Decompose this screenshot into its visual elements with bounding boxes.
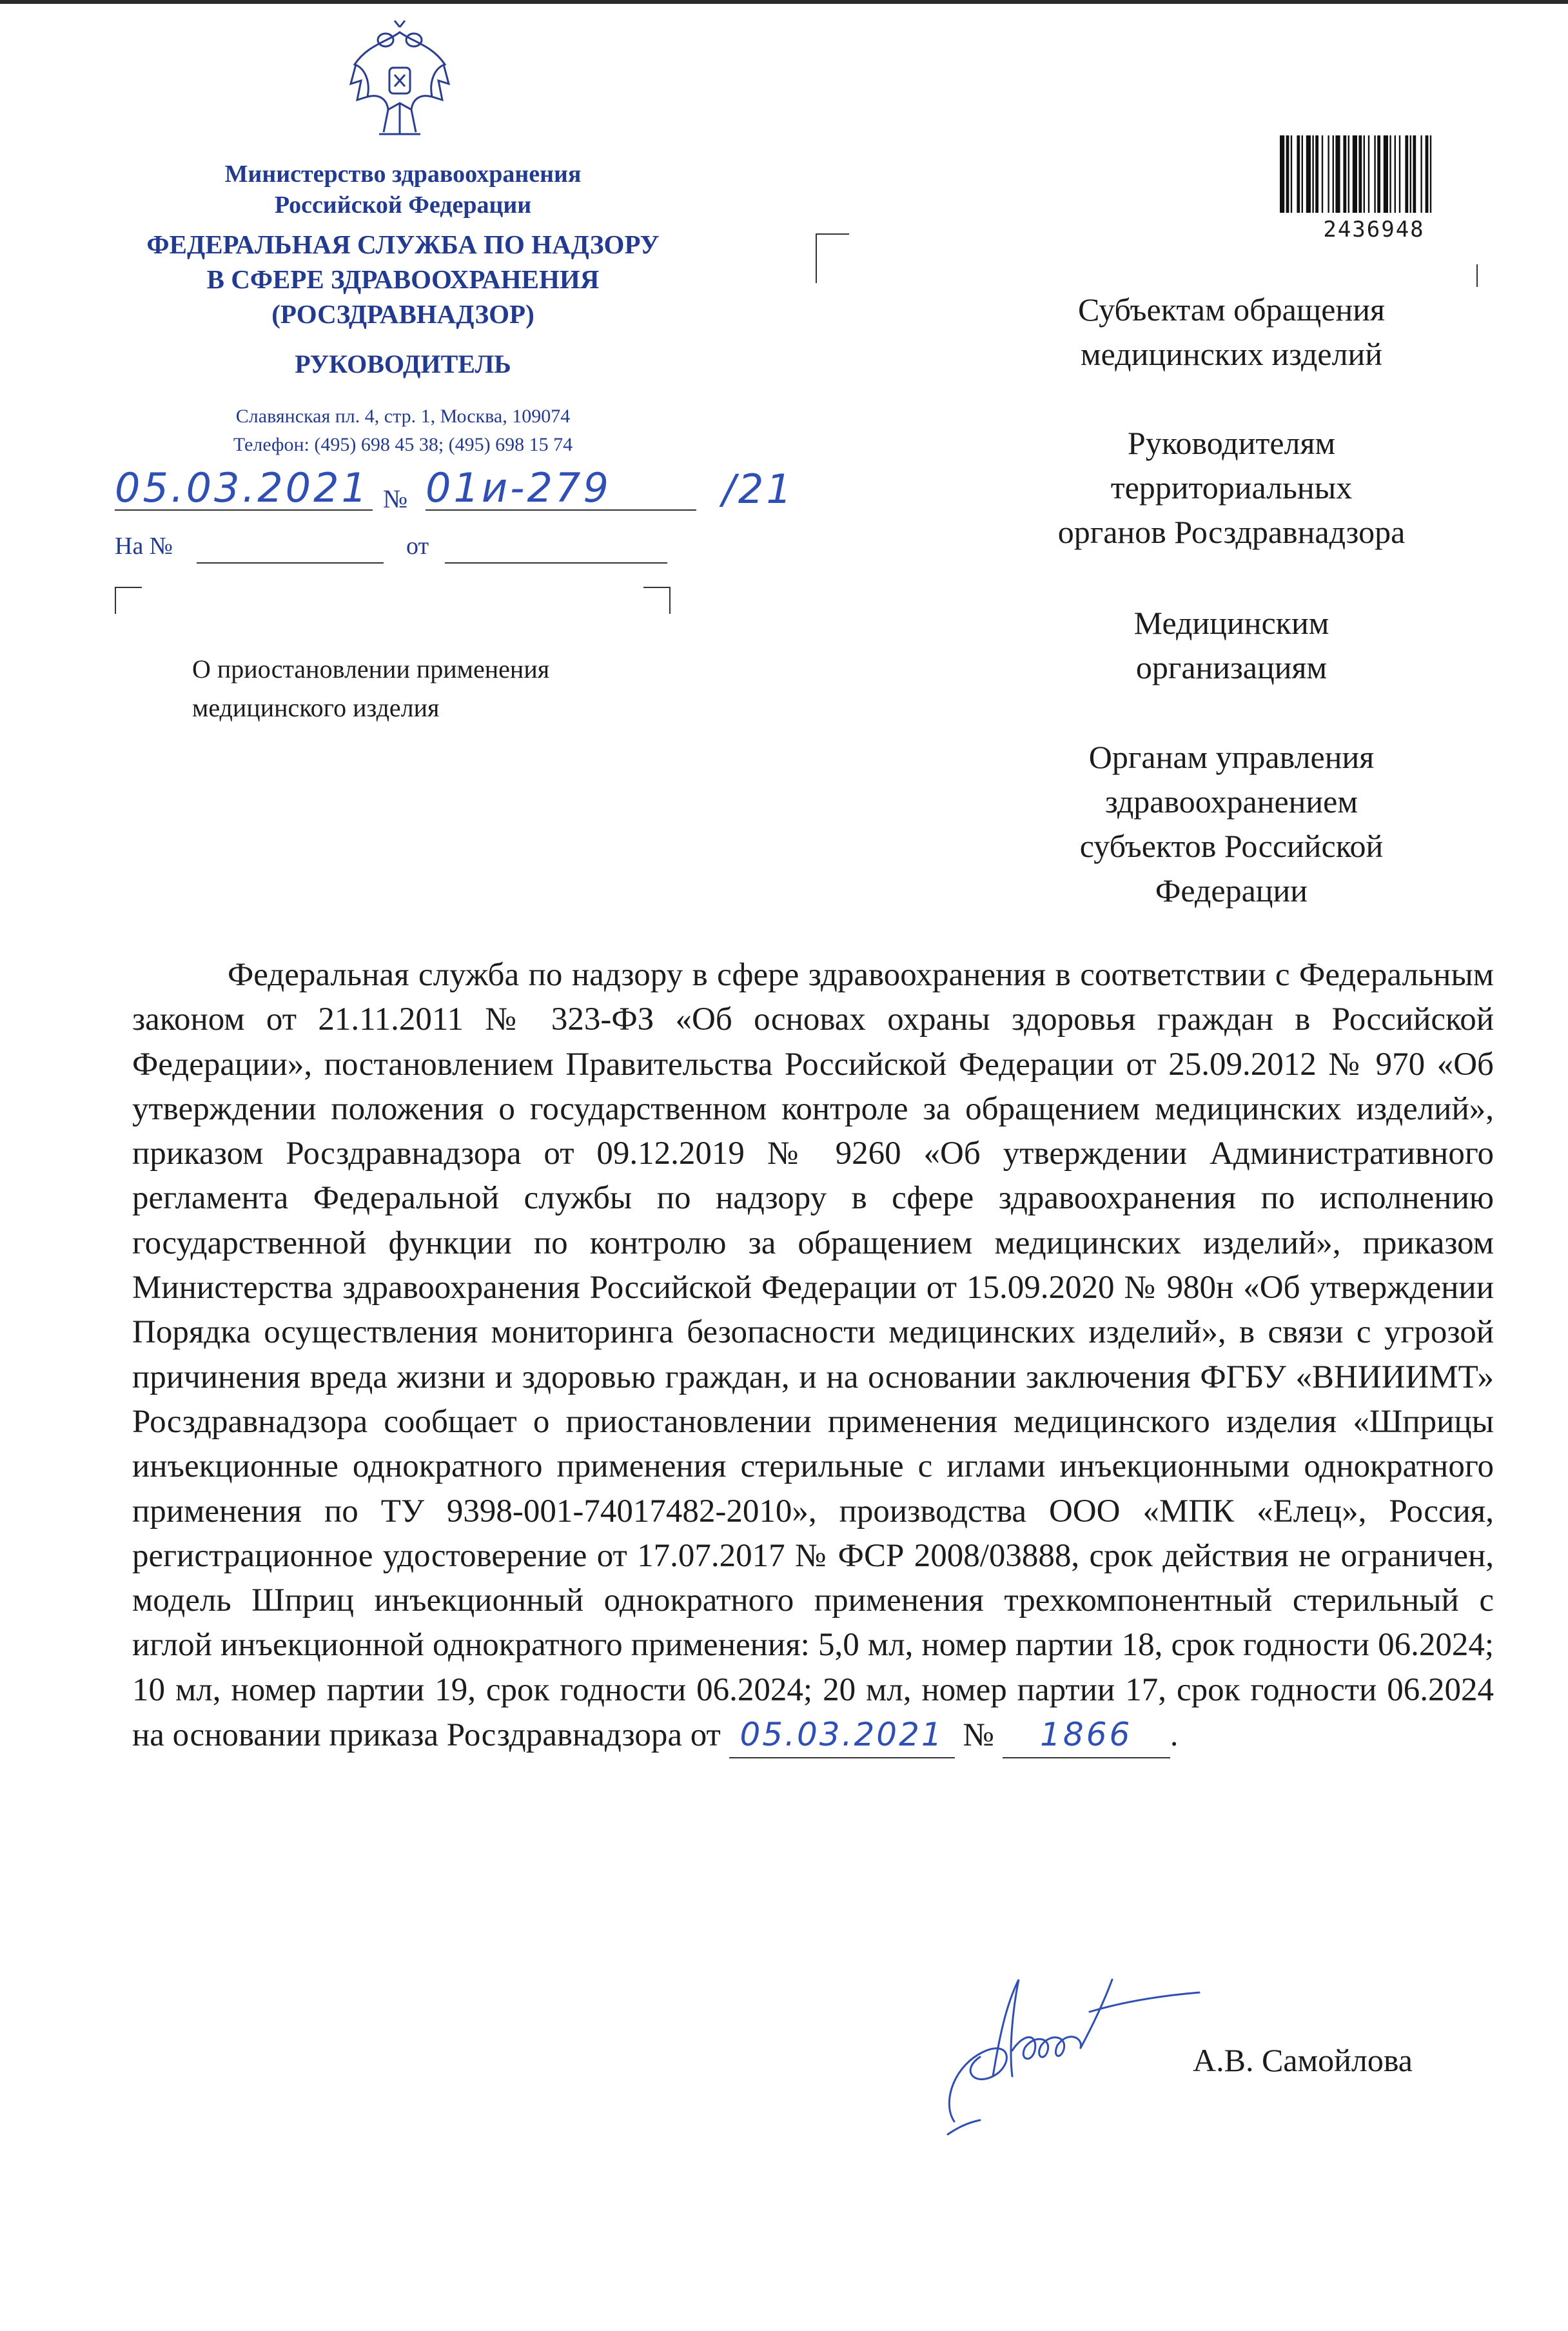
barcode-bar — [1368, 135, 1369, 213]
barcode-bar — [1333, 135, 1334, 213]
addressee-2-line-2: территориальных — [1110, 469, 1353, 506]
service-line-3: (РОСЗДРАВНАДЗОР) — [271, 299, 534, 329]
reply-from-label: от — [406, 533, 429, 560]
service-name — [97, 227, 709, 331]
registration-number-text: 01и-279 — [426, 464, 611, 511]
barcode-bar — [1286, 135, 1289, 213]
addressee-1 — [935, 288, 1528, 377]
registration-date-text: 05.03.2021 — [115, 464, 369, 511]
order-date: 05.03.2021 — [729, 1713, 955, 1758]
barcode — [1280, 135, 1468, 213]
registration-date — [115, 464, 373, 509]
ministry-line-1: Министерство здравоохранения — [224, 161, 582, 188]
barcode-bar — [1430, 135, 1431, 213]
letter-body — [132, 953, 1494, 1758]
barcode-bar — [1364, 135, 1365, 213]
barcode-bar — [1291, 135, 1292, 213]
barcode-bar — [1413, 135, 1416, 213]
barcode-bar — [1343, 135, 1346, 213]
barcode-bar — [1420, 135, 1422, 213]
barcode-bar — [1280, 135, 1284, 213]
page-top-edge — [0, 0, 1568, 4]
addressee-4-line-2: здравоохранением — [1105, 783, 1358, 820]
barcode-bar — [1395, 135, 1396, 213]
addressee-3 — [935, 601, 1528, 690]
service-line-1: ФЕДЕРАЛЬНАЯ СЛУЖБА ПО НАДЗОРУ — [146, 230, 660, 259]
ministry-line-2: Российской Федерации — [274, 192, 532, 219]
addressee-2-line-1: Руководителям — [1127, 425, 1336, 461]
barcode-bar — [1374, 135, 1375, 213]
address-line: Славянская пл. 4, стр. 1, Москва, 109074 — [235, 406, 571, 427]
barcode-bar — [1302, 135, 1303, 213]
barcode-bar — [1389, 135, 1391, 213]
addressee-2-line-3: органов Росздравнадзора — [1057, 514, 1406, 550]
subject-line-2: медицинского изделия — [192, 693, 440, 722]
barcode-bar — [1315, 135, 1318, 213]
service-line-2: В СФЕРЕ ЗДРАВООХРАНЕНИЯ — [206, 264, 600, 294]
barcode-bar — [1358, 135, 1362, 213]
addressee-bracket-right — [1476, 264, 1479, 287]
barcode-bar — [1312, 135, 1313, 213]
barcode-number: 2436948 — [1323, 217, 1425, 242]
addressee-1-line-2: медицинских изделий — [1080, 336, 1383, 372]
order-number: 1866 — [1003, 1713, 1170, 1758]
coat-of-arms-emblem — [348, 19, 451, 142]
ministry-name — [116, 159, 690, 221]
reply-date-underline — [445, 562, 667, 564]
barcode-bar — [1426, 135, 1429, 213]
addressee-4-line-4: Федерации — [1155, 872, 1308, 909]
body-end: . — [1170, 1717, 1179, 1754]
signer-name: А.В. Самойлова — [1193, 2042, 1413, 2078]
addressee-4-line-1: Органам управления — [1088, 739, 1375, 775]
addressee-4 — [935, 735, 1528, 913]
registration-number-label: № — [383, 484, 408, 513]
reply-number-underline — [197, 562, 384, 564]
addressee-1-line-1: Субъектам обращения — [1078, 291, 1385, 328]
barcode-bar — [1410, 135, 1411, 213]
addressee-3-line-2: организациям — [1135, 649, 1328, 685]
subject-line-1: О приостановлении применения — [192, 654, 550, 684]
reply-number-label: На № — [115, 533, 173, 560]
addressee-bracket-left — [816, 233, 849, 283]
addressee-4-line-3: субъектов Российской — [1079, 828, 1384, 864]
order-number-label: № — [963, 1717, 994, 1754]
head-title: РУКОВОДИТЕЛЬ — [295, 349, 511, 379]
barcode-bar — [1377, 135, 1380, 213]
barcode-bar — [1335, 135, 1340, 213]
phone-line: Телефон: (495) 698 45 38; (495) 698 15 74 — [233, 434, 573, 455]
barcode-bar — [1322, 135, 1323, 213]
barcode-bar — [1399, 135, 1400, 213]
subject-bracket-right — [643, 587, 671, 614]
registration-number — [426, 464, 696, 509]
sender-address — [97, 402, 709, 459]
registration-suffix: /21 — [722, 466, 794, 513]
barcode-bar — [1353, 135, 1357, 213]
subject-bracket-left — [115, 587, 142, 614]
addressee-2 — [935, 421, 1528, 555]
registration-date-underline — [115, 509, 373, 511]
barcode-bar — [1306, 135, 1311, 213]
registration-number-underline — [426, 509, 696, 511]
addressee-3-line-1: Медицинским — [1133, 605, 1329, 641]
barcode-bar — [1328, 135, 1329, 213]
barcode-bar — [1297, 135, 1300, 213]
barcode-bar — [1405, 135, 1408, 213]
barcode-bar — [1348, 135, 1349, 213]
letter-subject — [192, 650, 695, 727]
barcode-bar — [1384, 135, 1388, 213]
body-text: Федеральная служба по надзору в сфере здравоохранения в соответствии с Федеральным законом от 21.11.2011 № 323-ФЗ «Об основах охраны здоровья граждан в Российской Федерации», постановлением Правительства Российской Федерации от 25.09.2012 № 970 «Об утверждении положения о государственном контроле за обращением медицинских изделий», приказом Росздравнадзора от 09.12.2019 № 9260 «Об утверждении Административного регламента Федеральной службы по надзору в сфере здравоохранения по исполнению государственной функции по контролю за обращением медицинских изделий», приказом Министерства здравоохранения Российской Федерации от 15.09.2020 № 980н «Об утверждении Порядка осуществления мониторинга безопасности медицинских изделий», в связи с угрозой причинения вреда жизни и здоровью граждан, и на основании заключения ФГБУ «ВНИИИМТ» Росздравнадзора сообщает о приостановлении применения медицинского изделия «Шприцы инъекционные однократного применения стерильные с иглами инъекционными однократного применения по ТУ 9398-001-74017482-2010», производства ООО «МПК «Елец», Россия, регистрационное удостоверение от 17.07.2017 № ФСР 2008/03888, срок действия не ограничен, модель Шприц инъекционный однократного применения трехкомпонентный стерильный с иглой инъекционной однократного применения: 5,0 мл, номер партии 18, срок годности 06.2024; 10 мл, номер партии 19, срок годности 06.2024; 20 мл, номер партии 17, срок годности 06.2024 на основании приказа Росздравнадзора от — [132, 957, 1494, 1754]
